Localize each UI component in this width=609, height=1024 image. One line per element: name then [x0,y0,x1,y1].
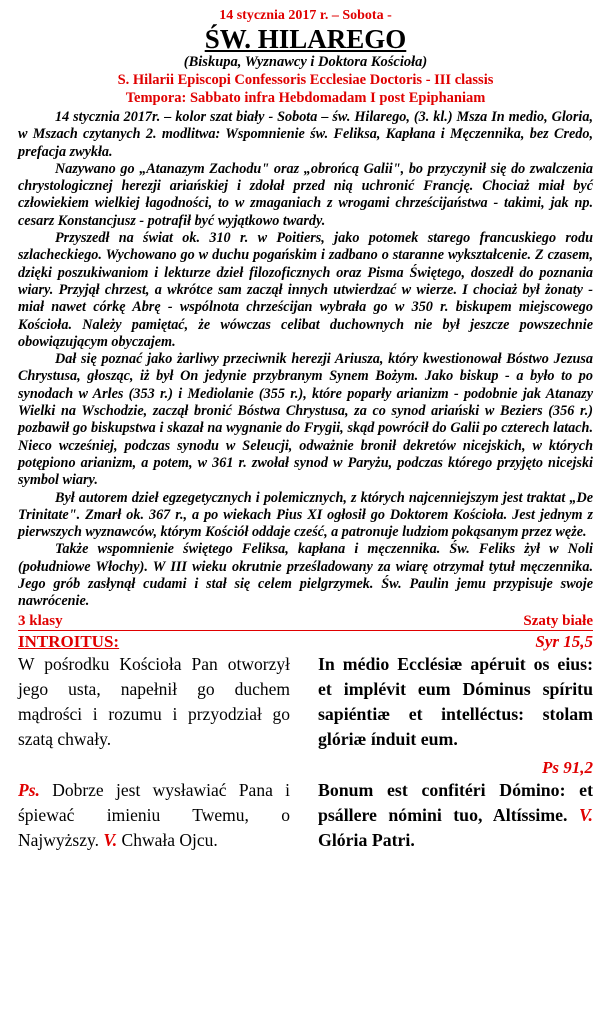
latin-feast-line: S. Hilarii Episcopi Confessoris Ecclesiae Doctoris - III classis [117,72,494,88]
paragraph: Dał się poznać jako żarliwy przeciwnik herezji Ariusza, który kwestionował Bóstwo Jezusa Chrystusa, głosząc, iż był On jedynie przybranym Synem Bożym. Jako biskup - a było to po synodach w Arles (353 r.) i Mediolanie (355 r.), które poparły arianizm - podobnie jak Atanazy Wielki na Wschodzie, zaczął bronić Bóstwa Chrystusa, za co synod ariański w Beziers (356 r.) pozbawił go biskupstwa i skazał na wygnanie do Frygii, skąd powrócił do Galii po czterech latach. Nieco wcześniej, podczas synodu w Seleucji, odważnie bronił dekretów nicejskich, w których potępiono arianizm, a potem, w 361 r. zwołał synod w Paryżu, podczas którego przyjęto nicejski symbol wiary. [18,351,593,489]
subtitle: (Biskupa, Wyznawcy i Doktora Kościoła) [183,54,428,70]
paragraph: Był autorem dzieł egzegetycznych i polemicznych, z których najcenniejszym jest traktat „De Trinitate". Zmarł ok. 367 r., a po wiekach Pius XI ogłosił go Doktorem Kościoła. Jest jednym z pierwszych wyznawców, którym Kościół oddaje cześć, a patronuje ludziom pokąsanym przez węże. [18,489,593,541]
missal-page [18,0,593,853]
paragraph: Przyszedł na świat ok. 310 r. w Poitiers, jako potomek starego francuskiego rodu szlacheckiego. Wychowano go w duchu pogańskim i zadbano o staranne wykształcenie. Z czasem, dzięki poszukiwaniom i lekturze dzieł filozoficznych oraz Pisma Świętego, doszedł do poznania wiary. Przyjął chrzest, a wkrótce sam zaczął innych utwierdzać w wierze. I chociaż był żonaty - miał nawet córkę Abrę - wspólnota chrześcijan wybrała go w 350 r. biskupem miejscowego Kościoła. Należy pamiętać, że wówczas celibat duchownych nie był jeszcze powszechnie obowiązującym obyczajem. [18,230,593,350]
psalm-polish [18,778,290,853]
versicle-marker-latin: V. [578,804,593,825]
class-label: 3 klasy [18,612,63,629]
gloria-polish: Chwała Ojcu. [121,829,218,850]
psalm-latin-text: Bonum est confitéri Dómino: et psállere nómini tuo, Altíssime. [318,779,593,825]
vestments-label: Szaty białe [523,612,593,629]
psalm-polish-text: Dobrze jest wysławiać Pana i śpiewać imieniu Twemu, o Najwyższy. [18,779,291,850]
paragraph: Nazywano go „Atanazym Zachodu" oraz „obrońcą Galii", bo przyczynił się do zwalczenia chrystologicznej herezji ariańskiej i zdołał przed nią uchronić Francję. Chociaż miał być człowiekiem wielkiej łagodności, to w zmaganiach z wrogami chrześcijaństwa - takimi, jak np. cesarz Konstancjusz - potrafił być wyjątkowo twardy. [18,160,593,229]
description-text [18,109,593,611]
paragraph: 14 stycznia 2017r. – kolor szat biały - Sobota – św. Hilarego, (3. kl.) Msza In medio, Gloria, w Mszach czytanych 2. modlitwa: Wspomnienie św. Feliksa, Kapłana i Męczennika, bez Credo, prefacja zwykła. [18,109,593,160]
introit-reference: Syr 15,5 [535,631,593,651]
psalm-reference: Ps 91,2 [542,757,593,777]
ps-marker: Ps. [18,779,40,800]
introit-polish: W pośrodku Kościoła Pan otworzył jego usta, napełnił go duchem mądrości i rozumu i przyodział go szatą chwały. [18,653,290,749]
versicle-marker: V. [103,829,118,850]
introit-latin: In médio Ecclésiæ apéruit os eius: et implévit eum Dóminus spíritu sapiéntiæ et intelléctus: stolam glóriæ índuit eum. [318,653,593,749]
psalm-columns [18,778,593,853]
paragraph: Także wspomnienie świętego Feliksa, kapłana i męczennika. Św. Feliks żył w Noli (południowe Włochy). W III wieku okrutnie prześladowany za wiarę otrzymał tytuł męczennika. Jego grób zasłynął cudami i stał się celem pielgrzymek. Św. Paulin jemu przypisuje swoje nawrócenie. [18,541,593,610]
date-line: 14 stycznia 2017 r. – Sobota - [219,8,392,23]
class-bar [18,613,593,631]
page-title: ŚW. HILAREGO [204,24,407,54]
tempora-line: Tempora: Sabbato infra Hebdomadam I post Epiphaniam [125,90,486,106]
introit-label: INTROITUS: [18,631,120,651]
introit-columns [18,652,593,752]
psalm-latin [318,778,593,853]
gloria-latin: Glória Patri. [318,829,415,850]
introit-header [18,632,593,652]
